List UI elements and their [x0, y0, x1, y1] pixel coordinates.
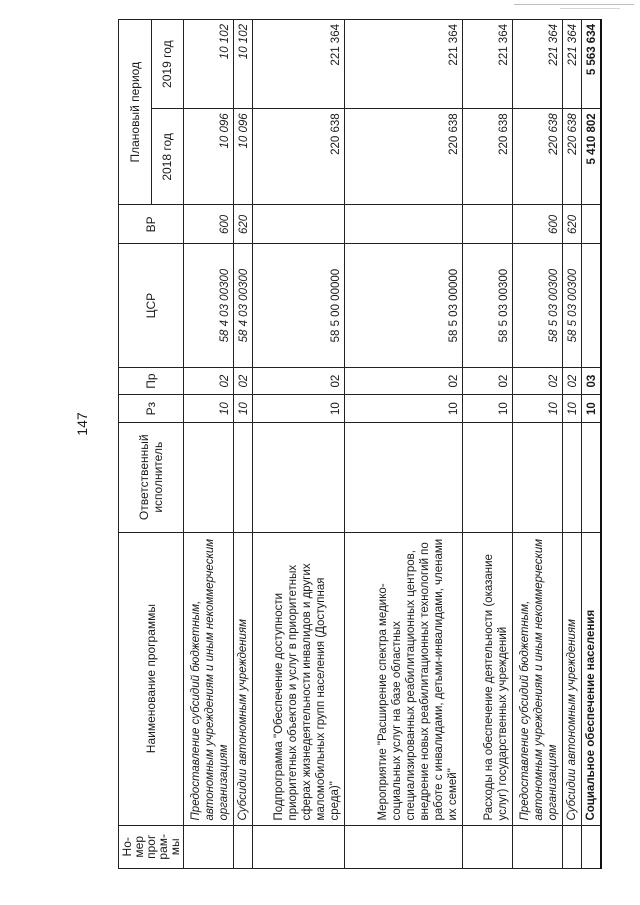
table-row [184, 20, 234, 869]
cell-number [513, 825, 563, 868]
cell-name: Предоставление субсидий бюджетным, автономным учреждениям и иным некоммерческим организациям [184, 532, 234, 825]
cell-executor [253, 422, 345, 532]
cell-2019: 221 364 [513, 20, 563, 109]
cell-rz: 10 [253, 395, 345, 422]
cell-vr [253, 205, 345, 244]
table-row [463, 20, 513, 869]
header-rz: Рз [119, 395, 184, 422]
cell-name: Расходы на обеспечение деятельности (оказание услуг) государственных учреждений [463, 532, 513, 825]
cell-csr: 58 5 03 00300 [463, 244, 513, 368]
header-pr: Пр [119, 367, 184, 394]
cell-2018: 220 638 [345, 109, 463, 205]
header-year-2019: 2019 год [151, 20, 184, 109]
cell-rz: 10 [345, 395, 463, 422]
cell-rz: 10 [563, 395, 582, 422]
cell-2019: 221 364 [463, 20, 513, 109]
table-row-total [582, 20, 602, 869]
cell-vr [345, 205, 463, 244]
cell-rz: 10 [463, 395, 513, 422]
cell-2018: 5 410 802 [582, 109, 602, 205]
cell-2019: 5 563 634 [582, 20, 602, 109]
table-row [345, 20, 463, 869]
rotated-page [64, 19, 634, 869]
cell-executor [234, 422, 253, 532]
cell-pr: 02 [345, 367, 463, 394]
cell-2018: 220 638 [253, 109, 345, 205]
cell-rz: 10 [184, 395, 234, 422]
table-row [253, 20, 345, 869]
header-program-name: Наименование программы [119, 532, 184, 825]
cell-vr: 600 [184, 205, 234, 244]
cell-rz: 10 [234, 395, 253, 422]
budget-table [118, 19, 602, 869]
cell-name: Предоставление субсидий бюджетным, автономным учреждениям и иным некоммерческим организациям [513, 532, 563, 825]
cell-name: Социальное обеспечение населения [582, 532, 602, 825]
cell-2018: 10 096 [184, 109, 234, 205]
cell-executor [345, 422, 463, 532]
cell-pr: 02 [513, 367, 563, 394]
scan-edge-line [560, 8, 620, 9]
cell-csr: 58 5 00 00000 [253, 244, 345, 368]
cell-number [184, 825, 234, 868]
cell-2018: 220 638 [563, 109, 582, 205]
cell-executor [582, 422, 602, 532]
cell-vr: 620 [234, 205, 253, 244]
header-vr: ВР [119, 205, 184, 244]
cell-2019: 221 364 [345, 20, 463, 109]
cell-pr: 02 [253, 367, 345, 394]
cell-vr: 620 [563, 205, 582, 244]
cell-csr: 58 4 03 00300 [184, 244, 234, 368]
cell-2019: 10 102 [234, 20, 253, 109]
cell-executor [463, 422, 513, 532]
header-planned-period: Плановый период [119, 20, 152, 205]
cell-pr: 02 [563, 367, 582, 394]
header-executor: Ответственный исполнитель [119, 422, 184, 532]
table-row [563, 20, 582, 869]
cell-vr: 600 [513, 205, 563, 244]
cell-csr: 58 5 03 00300 [563, 244, 582, 368]
table-row [513, 20, 563, 869]
cell-number [234, 825, 253, 868]
page-number: 147 [74, 412, 90, 436]
cell-2018: 10 096 [234, 109, 253, 205]
cell-number [463, 825, 513, 868]
cell-executor [184, 422, 234, 532]
cell-name: Субсидии автономным учреждениям [563, 532, 582, 825]
cell-rz: 10 [582, 395, 602, 422]
cell-number [253, 825, 345, 868]
cell-name: Подпрограмма "Обеспечение доступности приоритетных объектов и услуг в приоритетных сферах жизнедеятельности инвалидов и других маломобильных групп населения (Доступная среда)" [253, 532, 345, 825]
table-row [234, 20, 253, 869]
header-year-2018: 2018 год [151, 109, 184, 205]
cell-pr: 02 [463, 367, 513, 394]
cell-name: Мероприятие "Расширение спектра медико-социальных услуг на базе областных специализированных реабилитационных центров, внедрение новых реабилитационных технологий по работе с инвалидами, детьми-инвалидами, членами их семей" [345, 532, 463, 825]
cell-2018: 220 638 [463, 109, 513, 205]
cell-2019: 10 102 [184, 20, 234, 109]
cell-rz: 10 [513, 395, 563, 422]
scan-edge-line [514, 4, 634, 5]
cell-vr [582, 205, 602, 244]
cell-csr: 58 5 03 00300 [513, 244, 563, 368]
cell-name: Субсидии автономным учреждениям [234, 532, 253, 825]
cell-pr: 02 [184, 367, 234, 394]
cell-pr: 02 [234, 367, 253, 394]
cell-executor [563, 422, 582, 532]
cell-csr: 58 4 03 00300 [234, 244, 253, 368]
cell-csr [582, 244, 602, 368]
cell-number [582, 825, 602, 868]
cell-pr: 03 [582, 367, 602, 394]
header-program-number: Но- мер прог рам- мы [119, 825, 184, 868]
cell-executor [513, 422, 563, 532]
header-csr: ЦСР [119, 244, 184, 368]
cell-2018: 220 638 [513, 109, 563, 205]
cell-vr [463, 205, 513, 244]
cell-number [345, 825, 463, 868]
cell-2019: 221 364 [563, 20, 582, 109]
cell-number [563, 825, 582, 868]
cell-csr: 58 5 03 00000 [345, 244, 463, 368]
cell-2019: 221 364 [253, 20, 345, 109]
